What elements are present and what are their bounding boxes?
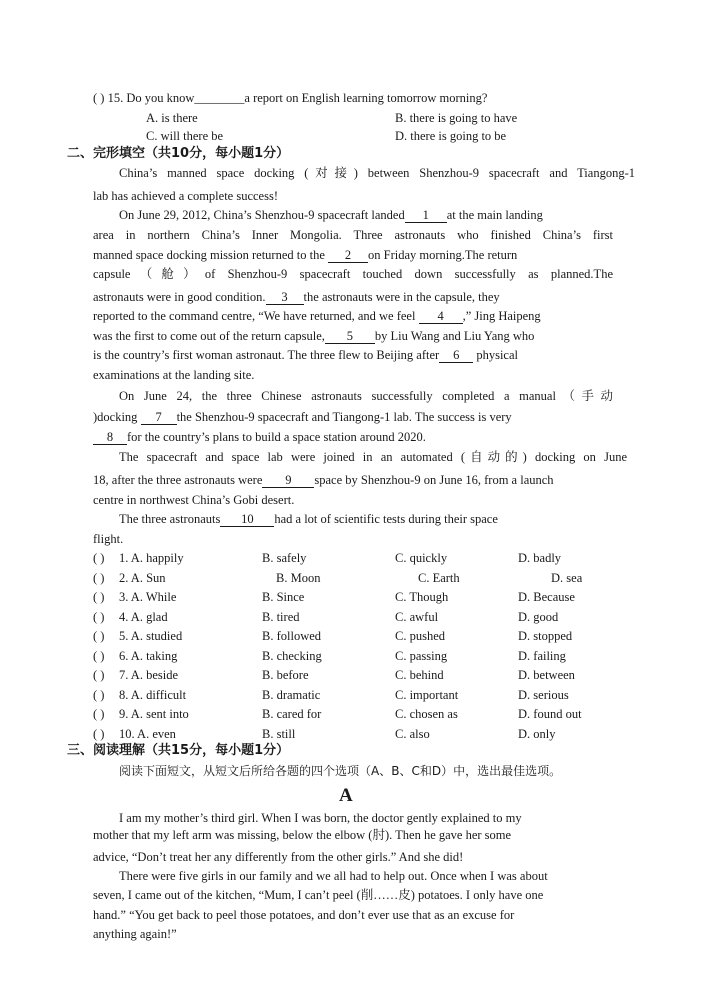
text-run: the astronauts were in the capsule, they <box>303 290 500 304</box>
text-run: by Liu Wang and Liu Yang who <box>374 329 535 343</box>
passage-line: hand.” “You get back to peel those potatoes, and don’t ever use that as an excuse for <box>93 908 515 922</box>
text-run: had a lot of scientific tests during their space <box>274 512 498 526</box>
option-d: D. failing <box>518 648 566 663</box>
blank-7: 7 <box>141 411 177 425</box>
paragraph-line <box>93 328 534 344</box>
paragraph-line: lab has achieved a complete success! <box>93 189 278 203</box>
option-a: 4. A. glad <box>119 609 168 624</box>
paragraph-line: flight. <box>93 532 124 546</box>
section-heading-cloze: 二、完形填空（共10分，每小题1分） <box>67 146 290 161</box>
option-a: 1. A. happily <box>119 551 184 565</box>
option-b: B. Moon <box>276 570 321 585</box>
option-d: D. Because <box>518 590 575 604</box>
text-run: on Friday morning.The return <box>368 248 518 262</box>
option-d: D. good <box>518 609 559 624</box>
option-c: C. pushed <box>395 629 445 643</box>
option-a: 7. A. beside <box>119 668 179 682</box>
paragraph-line: On June 24, the three Chinese astronauts successfully completed a manual（手动 <box>119 389 613 403</box>
option-b: B. checking <box>262 648 322 663</box>
option-d: D. serious <box>518 687 569 702</box>
answer-paren: ( ) <box>93 609 105 624</box>
option-c: C. Though <box>395 590 449 604</box>
blank-6: 6 <box>439 349 473 363</box>
paragraph-line: China’s manned space docking (对接) between Shenzhou-9 spacecraft and Tiangong-1 <box>119 166 635 180</box>
option-b: B. before <box>262 668 309 682</box>
option-b: B. safely <box>262 551 307 565</box>
text-run: On June 29, 2012, China’s Shenzhou-9 spacecraft landed <box>119 208 405 222</box>
option-a: 10. A. even <box>119 726 176 741</box>
option-a: 2. A. Sun <box>119 570 166 585</box>
option-b: B. cared for <box>262 707 322 721</box>
text-run: the Shenzhou-9 spacecraft and Tiangong-1 lab. The success is very <box>176 410 512 424</box>
paragraph-line <box>93 429 426 445</box>
paragraph-line: area in northern China’s Inner Mongolia. Three astronauts who finished China’s first <box>93 228 613 242</box>
text-run: was the first to come out of the return capsule, <box>93 329 325 343</box>
blank-1: 1 <box>405 209 447 223</box>
answer-paren: ( ) <box>93 648 105 663</box>
answer-paren: ( ) <box>93 629 105 643</box>
blank-9: 9 <box>262 474 314 488</box>
text-run: at the main landing <box>446 208 543 222</box>
option-c: C. chosen as <box>395 707 458 721</box>
option-c: C. will there be <box>146 129 224 143</box>
option-a: 9. A. sent into <box>119 707 189 721</box>
paragraph-line <box>93 472 554 488</box>
option-d: D. there is going to be <box>395 129 507 143</box>
paragraph-line <box>93 247 517 263</box>
passage-title: A <box>339 785 353 806</box>
answer-paren: ( ) <box>93 707 105 721</box>
text-run: physical <box>476 348 519 362</box>
option-d: D. badly <box>518 551 562 565</box>
section-heading-reading: 三、阅读理解（共15分，每小题1分） <box>67 743 290 758</box>
answer-paren: ( ) <box>93 726 105 741</box>
paragraph-line <box>119 207 543 223</box>
option-b: B. followed <box>262 629 322 643</box>
text-run: is the country’s first woman astronaut. The three flew to Beijing after <box>93 348 440 362</box>
paragraph-line: capsule（舱）of Shenzhou-9 spacecraft touched down successfully as planned.The <box>93 267 613 281</box>
option-b: B. still <box>262 726 296 741</box>
passage-line: There were five girls in our family and we all had to help out. Once when I was about <box>119 869 548 883</box>
paragraph-line <box>93 409 613 425</box>
question-stem: a report on English learning tomorrow morning? <box>244 91 488 105</box>
option-c: C. important <box>395 687 459 702</box>
option-b: B. Since <box>262 590 305 604</box>
passage-line: anything again!” <box>93 927 177 941</box>
question-15 <box>93 90 487 106</box>
option-a: 5. A. studied <box>119 629 183 643</box>
blank-3: 3 <box>266 291 304 305</box>
answer-paren: ( ) <box>93 668 105 682</box>
option-a: 6. A. taking <box>119 648 178 663</box>
passage-line: mother that my left arm was missing, below the elbow (肘). Then he gave her some <box>93 828 512 842</box>
paragraph-line <box>93 347 518 363</box>
passage-line: advice, “Don’t treat her any differently from the other girls.” And she did! <box>93 850 464 864</box>
paragraph-line <box>119 511 498 527</box>
option-d: D. between <box>518 668 575 682</box>
answer-paren: ( ) <box>93 570 105 585</box>
text-run: 18, after the three astronauts were <box>93 473 263 487</box>
option-b: B. tired <box>262 609 300 624</box>
answer-paren: ( ) <box>93 91 105 105</box>
text-run: manned space docking mission returned to the <box>93 248 325 262</box>
option-c: C. awful <box>395 609 439 624</box>
option-c: C. Earth <box>418 570 460 585</box>
paragraph-line: examinations at the landing site. <box>93 368 255 382</box>
answer-paren: ( ) <box>93 551 105 565</box>
option-d: D. sea <box>551 570 583 585</box>
option-a: 8. A. difficult <box>119 687 187 702</box>
text-run: for the country’s plans to build a space station around 2020. <box>127 430 426 444</box>
text-run: )docking <box>93 410 138 424</box>
option-a: 3. A. While <box>119 590 177 604</box>
option-a: A. is there <box>146 111 198 125</box>
blank-5: 5 <box>325 330 375 344</box>
blank-10: 10 <box>220 513 274 527</box>
paragraph-line: The spacecraft and space lab were joined in an automated (自动的) docking on June <box>119 450 627 464</box>
option-b: B. dramatic <box>262 687 321 702</box>
answer-paren: ( ) <box>93 590 105 604</box>
text-run: ,” Jing Haipeng <box>462 309 541 323</box>
blank-2: 2 <box>328 249 368 263</box>
blank-8: 8 <box>93 431 127 445</box>
answer-paren: ( ) <box>93 687 105 702</box>
option-c: C. also <box>395 726 430 741</box>
paragraph-line <box>93 289 613 305</box>
text-run: reported to the command centre, “We have returned, and we feel <box>93 309 416 323</box>
option-c: C. quickly <box>395 551 448 565</box>
text-run: space by Shenzhou-9 on June 16, from a launch <box>314 473 554 487</box>
passage-line: I am my mother’s third girl. When I was born, the doctor gently explained to my <box>119 811 522 825</box>
option-c: C. behind <box>395 668 444 682</box>
option-c: C. passing <box>395 648 448 663</box>
option-d: D. stopped <box>518 629 573 643</box>
option-d: D. only <box>518 726 556 741</box>
text-run: astronauts were in good condition. <box>93 290 266 304</box>
option-b: B. there is going to have <box>395 111 518 125</box>
option-d: D. found out <box>518 707 582 721</box>
text-run: The three astronauts <box>119 512 221 526</box>
question-stem: Do you know <box>126 91 195 105</box>
blank-4: 4 <box>419 310 463 324</box>
reading-instruction: 阅读下面短文，从短文后所给各题的四个选项（A、B、C和D）中，选出最佳选项。 <box>119 764 562 778</box>
passage-line: seven, I came out of the kitchen, “Mum, I can’t peel (削……皮) potatoes. I only have one <box>93 888 544 902</box>
paragraph-line: centre in northwest China’s Gobi desert. <box>93 493 295 507</box>
question-blank: ________ <box>194 91 245 105</box>
question-number: 15. <box>107 91 124 105</box>
paragraph-line <box>93 308 541 324</box>
